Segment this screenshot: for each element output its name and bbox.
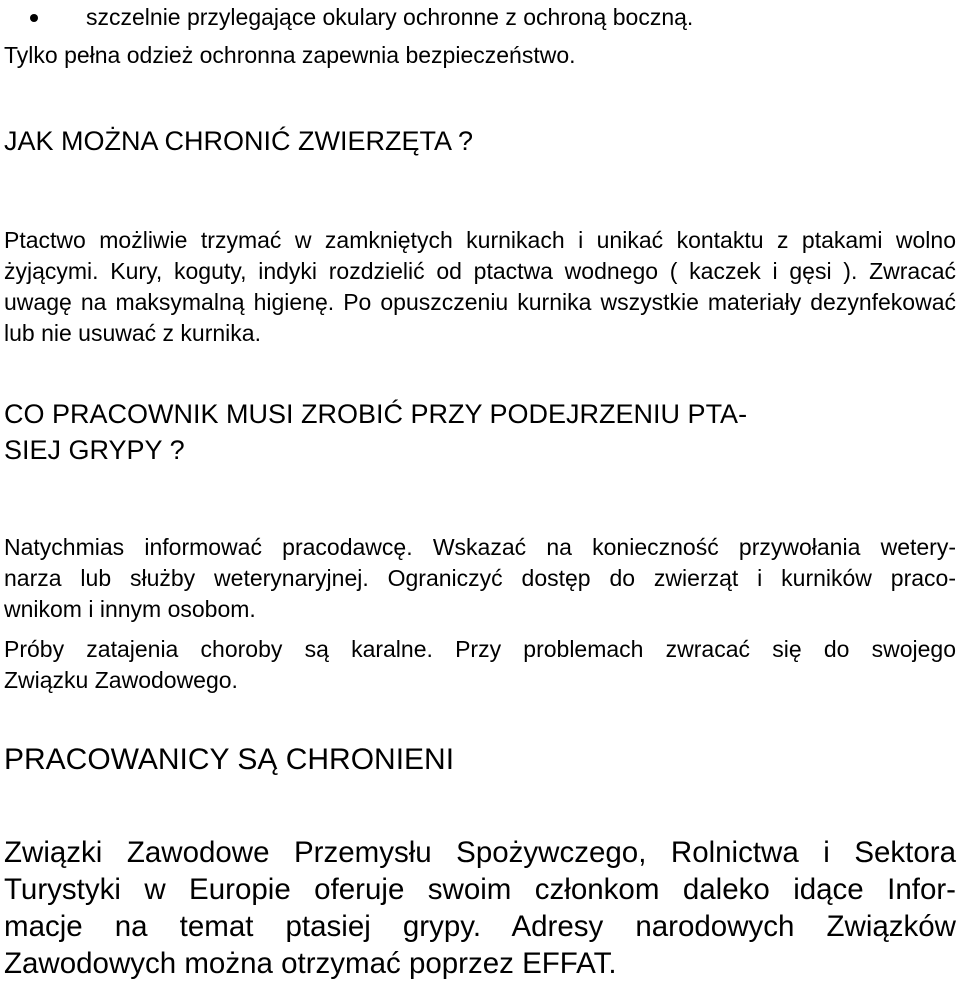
- paragraph-protected-line-1: Związki Zawodowe Przemysłu Spożywczego, Rolnictwa i Sektora: [4, 836, 956, 869]
- heading-animals: JAK MOŻNA CHRONIĆ ZWIERZĘTA ?: [4, 126, 474, 156]
- heading-protected: PRACOWANICY SĄ CHRONIENI: [4, 743, 455, 776]
- heading-worker: [4, 396, 956, 468]
- paragraph-animals: Ptactwo możliwie trzymać w zamkniętych kurnikach i unikać kontaktu z ptakami wolno żyjącymi. Kury, koguty, indyki rozdzielić od ptactwa wodnego ( kaczek i gęsi ). Zwracać uwagę na maksymalną higienę. Po opuszczeniu kurnika wszystkie materiały dezynfekować lub nie usuwać z kurnika.: [4, 227, 956, 346]
- paragraph-worker-2-line-1: Próby zatajenia choroby są karalne. Przy problemach zwracać się do swojego: [4, 636, 956, 662]
- paragraph-worker-1-line-3: wnikom i innym osobom.: [4, 596, 256, 622]
- paragraph-worker-1-line-1: Natychmias informować pracodawcę. Wskazać na konieczność przywołania wetery-: [4, 534, 956, 560]
- paragraph-worker-2: [4, 634, 956, 696]
- paragraph-worker-1: [4, 532, 956, 625]
- heading-worker-line-1: CO PRACOWNIK MUSI ZROBIĆ PRZY PODEJRZENIU PTA-: [4, 399, 748, 429]
- paragraph-protected-line-4: Zawodowych można otrzymać poprzez EFFAT.: [4, 947, 617, 980]
- paragraph-protected-line-2: Turystyki w Europie oferuje swoim członkom daleko idące Infor-: [4, 873, 956, 906]
- paragraph-protected-line-3: macje na temat ptasiej grypy. Adresy narodowych Związków: [4, 910, 956, 943]
- paragraph-protected: [4, 834, 956, 982]
- intro-sentence: Tylko pełna odzież ochronna zapewnia bezpieczeństwo.: [4, 42, 576, 68]
- bullet-icon: [30, 14, 38, 22]
- bullet-text: szczelnie przylegające okulary ochronne z ochroną boczną.: [86, 4, 694, 30]
- paragraph-worker-1-line-2: narza lub służby weterynaryjnej. Ograniczyć dostęp do zwierząt i kurników praco-: [4, 565, 956, 591]
- heading-worker-line-2: SIEJ GRYPY ?: [4, 435, 185, 465]
- paragraph-worker-2-line-2: Związku Zawodowego.: [4, 667, 238, 693]
